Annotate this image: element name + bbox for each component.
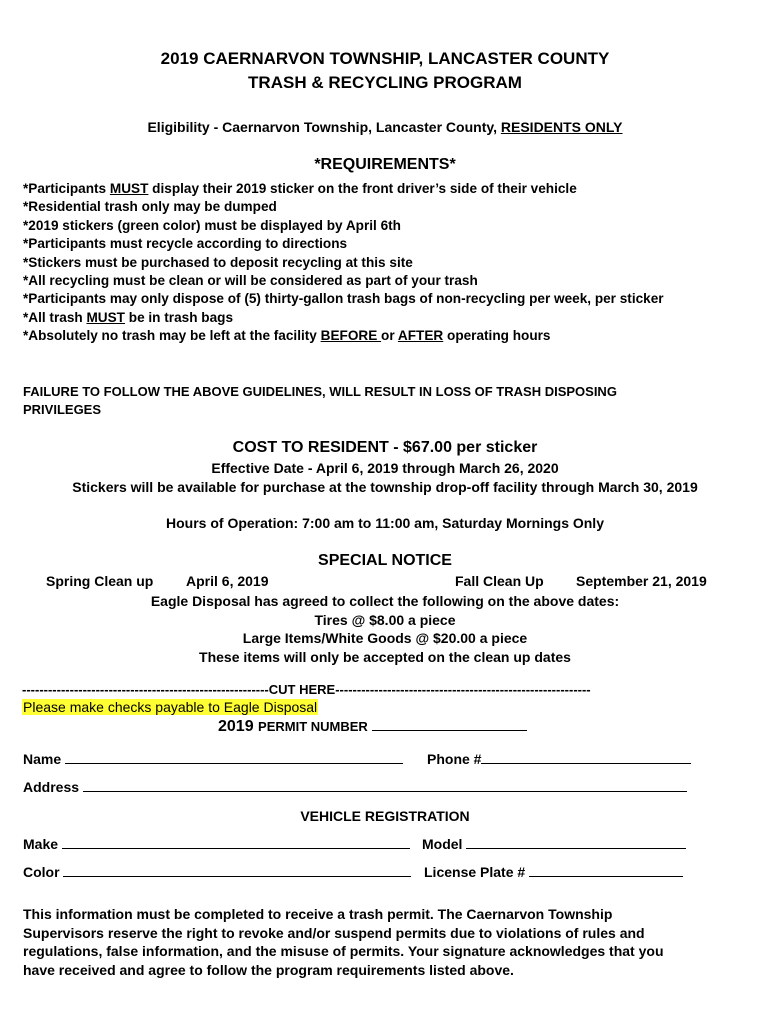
cut-dashes-right: ----------------------------------------------------------- [335, 682, 591, 697]
requirement-text: be in trash bags [124, 309, 234, 325]
phone-field[interactable] [481, 751, 691, 764]
page-title [0, 47, 770, 95]
phone-row [427, 751, 691, 767]
special-notice-body [0, 592, 770, 666]
failure-notice [23, 383, 617, 419]
footer-line: regulations, false information, and the misuse of permits. Your signature acknowledges that you [23, 943, 664, 960]
requirement-text: or [381, 328, 398, 344]
requirement-text: *Participants [23, 181, 110, 196]
requirement-item: *2019 stickers (green color) must be displayed by April 6th [23, 217, 401, 233]
address-row [23, 779, 687, 795]
cost-heading: COST TO RESIDENT - $67.00 per sticker [232, 439, 538, 456]
requirement-item: *Participants must recycle according to directions [23, 236, 348, 252]
requirement-emphasis: MUST [109, 181, 149, 196]
notice-line: Eagle Disposal has agreed to collect the following on the above dates: [150, 593, 620, 609]
requirement-item [23, 327, 743, 345]
cut-dashes-left: --------------------------------------------------------- [22, 682, 269, 697]
name-row [23, 751, 403, 767]
color-label: Color [23, 864, 60, 880]
requirements-list [23, 180, 743, 346]
footer-disclaimer [23, 905, 664, 979]
fall-cleanup-label: Fall Clean Up [455, 573, 544, 589]
vehicle-registration-heading: VEHICLE REGISTRATION [300, 808, 470, 824]
footer-line: have received and agree to follow the program requirements listed above. [23, 961, 514, 978]
permit-number-row [218, 718, 527, 736]
fall-cleanup-date: September 21, 2019 [576, 573, 707, 589]
hours-of-operation: Hours of Operation: 7:00 am to 11:00 am, Saturday Mornings Only [166, 515, 604, 531]
permit-number-field[interactable] [372, 718, 527, 731]
make-label: Make [23, 836, 59, 852]
address-field[interactable] [83, 779, 687, 792]
title-line-2: TRASH & RECYCLING PROGRAM [248, 73, 522, 92]
requirement-text: operating hours [443, 328, 551, 344]
notice-line: Large Items/White Goods @ $20.00 a piece [242, 630, 528, 647]
license-plate-label: License Plate # [424, 864, 526, 880]
footer-line: Supervisors reserve the right to revoke and/or suspend permits due to violations of rules and [23, 924, 645, 941]
color-row [23, 864, 411, 880]
eligibility-text: Eligibility - Caernarvon Township, Lancaster County, [147, 119, 501, 135]
requirement-item: *Residential trash only may be dumped [23, 199, 277, 215]
requirement-item: *Participants may only dispose of (5) thirty-gallon trash bags of non-recycling per week, per sticker [23, 291, 664, 307]
notice-line: These items will only be accepted on the clean up dates [199, 648, 571, 665]
checks-payable-note [22, 699, 318, 715]
address-label: Address [23, 779, 80, 795]
model-field[interactable] [466, 836, 686, 849]
failure-line-1: FAILURE TO FOLLOW THE ABOVE GUIDELINES, WILL RESULT IN LOSS OF TRASH DISPOSING [23, 384, 617, 399]
title-line-1: 2019 CAERNARVON TOWNSHIP, LANCASTER COUNTY [160, 49, 610, 68]
footer-line: This information must be completed to receive a trash permit. The Caernarvon Township [23, 906, 613, 922]
phone-label: Phone # [427, 751, 482, 767]
license-plate-field[interactable] [529, 864, 683, 877]
requirement-emphasis: AFTER [397, 328, 444, 344]
requirement-item: *All recycling must be clean or will be considered as part of your trash [23, 273, 478, 289]
failure-line-2: PRIVILEGES [23, 402, 102, 417]
permit-year: 2019 [218, 718, 259, 735]
requirement-text: *Absolutely no trash may be left at the facility [23, 328, 321, 344]
name-field[interactable] [65, 751, 403, 764]
model-row [422, 836, 686, 852]
requirement-item [23, 180, 743, 198]
spring-cleanup-label: Spring Clean up [46, 573, 154, 589]
name-label: Name [23, 751, 62, 767]
requirements-heading: *REQUIREMENTS* [314, 156, 456, 173]
eligibility-line [0, 119, 770, 135]
special-notice-heading: SPECIAL NOTICE [318, 552, 452, 569]
requirement-text: *All trash [23, 309, 87, 325]
color-field[interactable] [63, 864, 411, 877]
requirement-emphasis: MUST [86, 309, 125, 325]
requirement-emphasis: BEFORE [320, 328, 382, 344]
cut-here-divider [22, 682, 742, 697]
sticker-availability: Stickers will be available for purchase at the township drop-off facility through March 30, 2019 [72, 479, 698, 495]
notice-line: Tires @ $8.00 a piece [314, 611, 456, 628]
cut-here-label: CUT HERE [268, 682, 336, 697]
make-row [23, 836, 410, 852]
eligibility-emphasis: RESIDENTS ONLY [500, 119, 623, 135]
requirement-item: *Stickers must be purchased to deposit recycling at this site [23, 254, 413, 270]
make-field[interactable] [62, 836, 410, 849]
permit-number-label: PERMIT NUMBER [258, 719, 368, 734]
requirement-text: display their 2019 sticker on the front driver’s side of their vehicle [148, 181, 577, 196]
spring-cleanup-date: April 6, 2019 [186, 573, 269, 589]
model-label: Model [422, 836, 463, 852]
effective-date: Effective Date - April 6, 2019 through March 26, 2020 [211, 460, 559, 476]
checks-note-text: Please make checks payable to Eagle Disposal [23, 699, 318, 715]
license-plate-row [424, 864, 683, 880]
requirement-item [23, 309, 743, 327]
